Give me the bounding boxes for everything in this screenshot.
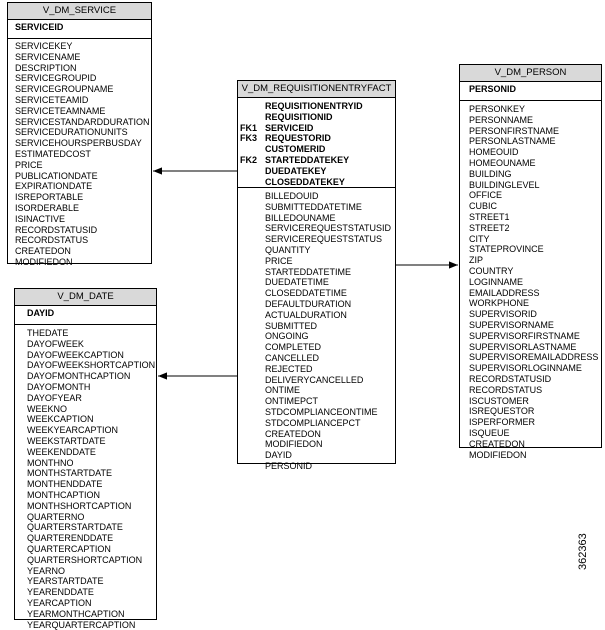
field: WEEKYEARCAPTION [27,425,119,436]
field: DEFAULTDURATION [265,298,352,309]
field: SERVICEKEY [15,41,73,51]
key-field: SERVICEID [265,122,314,133]
field: BILLEDOUID [265,191,319,201]
primary-key: DAYID [27,308,55,318]
field: WEEKENDDATE [27,446,96,457]
field: DAYOFWEEKCAPTION [27,349,124,360]
field: SUPERVISORID [469,309,537,320]
field: SUPERVISORLASTNAME [469,341,577,352]
field: EMAILADDRESS [469,287,540,298]
field: ZIP [469,255,484,266]
field: MONTHNO [27,457,74,468]
foreign-key-label: FK3 [240,133,258,144]
field: BUILDINGLEVEL [469,179,540,190]
field: CUBIC [469,201,498,212]
field: SUPERVISORFIRSTNAME [469,330,580,341]
field: QUARTERCAPTION [27,543,111,554]
field: DAYOFWEEKSHORTCAPTION [27,360,156,371]
field: YEARQUARTERCAPTION [27,619,136,630]
key-field: STARTEDDATEKEY [265,154,350,165]
field: PERSONKEY [469,104,526,114]
field: DAYOFMONTHCAPTION [27,371,131,382]
field: PRICE [15,159,43,170]
key-field: REQUISITIONENTRYID [265,101,363,111]
field: YEARNO [27,565,66,576]
field: CREATEDON [15,246,71,257]
field: SERVICENAME [15,51,81,62]
field: ISCUSTOMER [469,395,529,406]
field: YEARSTARTDATE [27,576,104,587]
key-field: CLOSEDDATEKEY [265,176,345,187]
field: MODIFIEDON [15,256,73,267]
field: MODIFIEDON [469,449,527,460]
key-field: REQUISITIONID [265,111,333,122]
field: ONGOING [265,331,309,342]
field: RECORDSTATUS [15,235,89,246]
field: SERVICESTANDARDDURATION [15,116,150,127]
field: STREET1 [469,211,510,222]
field: SERVICEDURATIONUNITS [15,127,128,138]
field: ISINACTIVE [15,213,66,224]
field: PRICE [265,255,293,266]
foreign-key-label: FK1 [240,122,258,133]
field: MONTHSHORTCAPTION [27,500,132,511]
field: STDCOMPLIANCEPCT [265,417,361,428]
field: EXPIRATIONDATE [15,181,93,192]
field: ISPERFORMER [469,417,536,428]
table-title: V_DM_SERVICE [8,3,151,20]
field: DAYOFWEEK [27,338,84,349]
field: ACTUALDURATION [265,309,347,320]
field: PERSONNAME [469,114,534,125]
field: CITY [469,233,490,244]
field: SUBMITTEDDATETIME [265,201,362,212]
field: DAYID [265,450,292,461]
field: STARTEDDATETIME [265,266,352,277]
field: STATEPROVINCE [469,244,544,255]
field: RECORDSTATUSID [15,224,98,235]
table-title: V_DM_REQUISITIONENTRYFACT [238,81,395,98]
field: SERVICEREQUESTSTATUSID [265,223,392,234]
field: SUPERVISOREMAILADDRESS [469,352,599,363]
table-title: V_DM_DATE [15,289,156,306]
field: SERVICEGROUPID [15,73,97,84]
foreign-key-label: FK2 [240,155,258,165]
field: PERSONFIRSTNAME [469,125,560,136]
field: CREATEDON [265,428,321,439]
field: DELIVERYCANCELLED [265,374,364,385]
field: MONTHSTARTDATE [27,468,112,479]
field: MONTHCAPTION [27,489,100,500]
field: ONTIME [265,385,300,396]
field: ISREQUESTOR [469,406,535,417]
primary-key: PERSONID [469,84,517,94]
field: REJECTED [265,363,313,374]
field: COUNTRY [469,265,514,276]
field: DAYOFYEAR [27,392,82,403]
field: DAYOFMONTH [27,381,91,392]
field: WEEKCAPTION [27,414,94,425]
field: SERVICETEAMNAME [15,105,106,116]
field: SUPERVISORNAME [469,319,554,330]
field: YEARENDDATE [27,587,94,598]
field: HOMEOUNAME [469,157,536,168]
field: OFFICE [469,190,502,201]
primary-key: SERVICEID [15,22,64,32]
table-title: V_DM_PERSON [460,65,601,82]
field: SERVICETEAMID [15,94,89,105]
field: PUBLICATIONDATE [15,170,98,181]
field: RECORDSTATUSID [469,373,552,384]
field: DESCRIPTION [15,62,77,73]
field: PERSONLASTNAME [469,136,556,147]
field: MODIFIEDON [265,439,323,450]
field: SUPERVISORLOGINNAME [469,363,582,374]
field: QUANTITY [265,244,311,255]
field: CREATEDON [469,438,525,449]
field: QUARTERSTARTDATE [27,522,123,533]
field: WORKPHONE [469,298,530,309]
field: MONTHENDDATE [27,479,103,490]
field: BILLEDOUNAME [265,212,336,223]
field: LOGINNAME [469,276,524,287]
field: QUARTERENDDATE [27,533,114,544]
field: RECORDSTATUS [469,384,543,395]
field: CLOSEDDATETIME [265,288,347,299]
field: HOMEOUID [469,147,519,158]
field: COMPLETED [265,342,322,353]
field: STDCOMPLIANCEONTIME [265,406,378,417]
key-field: REQUESTORID [265,133,331,144]
field: QUARTERNO [27,511,85,522]
field: SERVICEGROUPNAME [15,84,114,95]
field: YEARCAPTION [27,597,92,608]
field: PERSONID [265,460,313,471]
field: ISQUEUE [469,427,510,438]
field: WEEKSTARTDATE [27,435,106,446]
key-field: CUSTOMERID [265,144,326,155]
field: WEEKNO [27,403,68,414]
field: SERVICEHOURSPERBUSDAY [15,138,142,149]
field: ESTIMATEDCOST [15,148,91,159]
field: SUBMITTED [265,320,318,331]
field: QUARTERSHORTCAPTION [27,554,143,565]
field: BUILDING [469,168,512,179]
field: THEDATE [27,328,69,338]
field: STREET2 [469,222,510,233]
field: ONTIMEPCT [265,396,318,407]
field: SERVICEREQUESTSTATUS [265,234,383,245]
field: CANCELLED [265,352,320,363]
key-field: DUEDATEKEY [265,165,327,176]
field: DUEDATETIME [265,277,329,288]
field: ISORDERABLE [15,202,80,213]
field: ISREPORTABLE [15,192,84,203]
field: YEARMONTHCAPTION [27,608,125,619]
figure-id: 362363 [577,533,589,570]
